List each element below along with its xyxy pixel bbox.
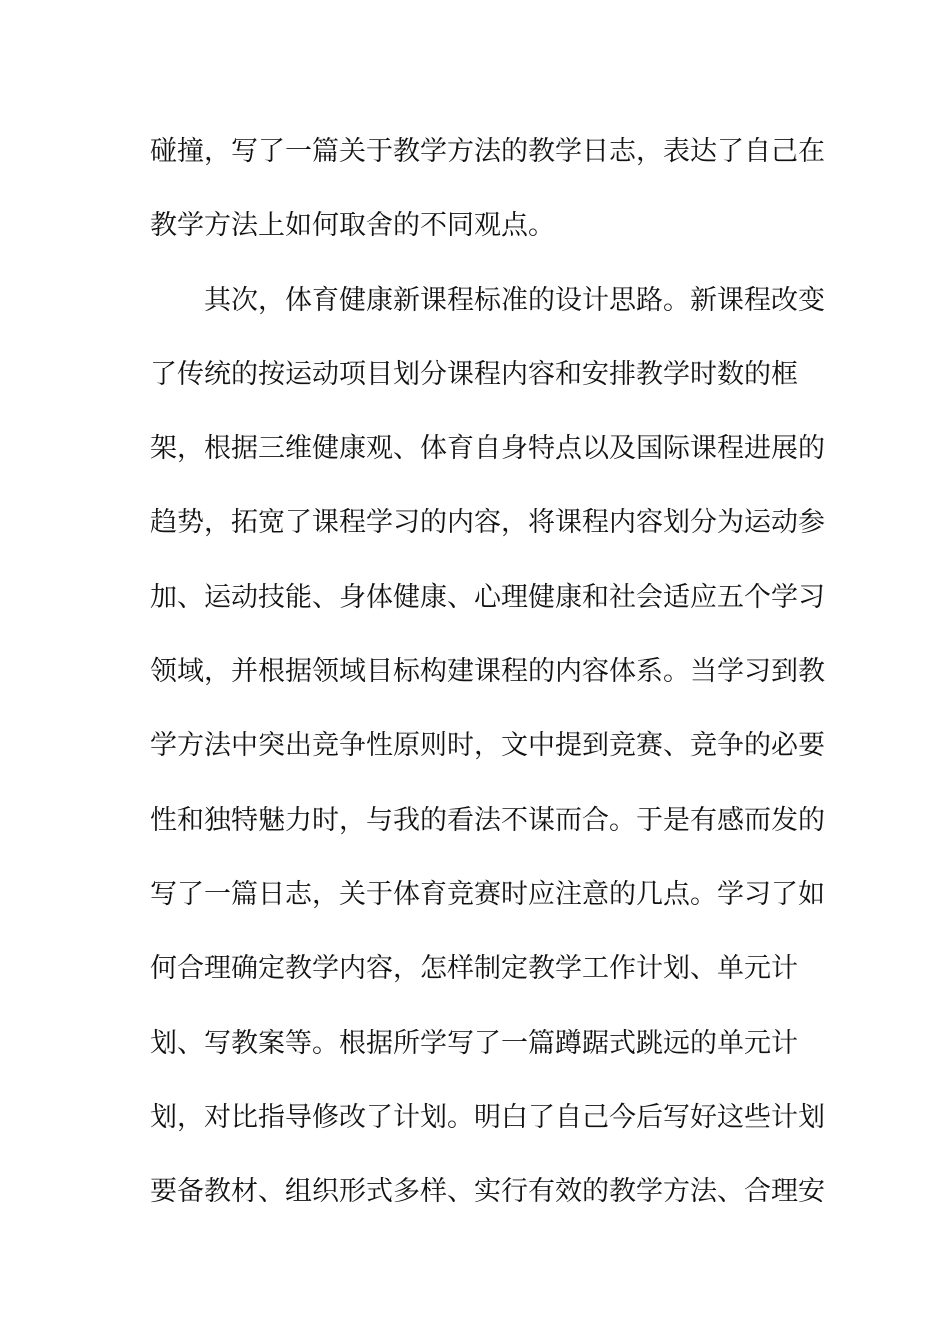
text-line-10: 性和独特魅力时，与我的看法不谋而合。于是有感而发的 xyxy=(150,804,825,836)
text-line-3: 其次，体育健康新课程标准的设计思路。新课程改变 xyxy=(150,284,825,316)
text-line-9: 学方法中突出竞争性原则时，文中提到竞赛、竞争的必要 xyxy=(150,730,825,762)
text-line-7: 加、运动技能、身体健康、心理健康和社会适应五个学习 xyxy=(150,581,825,613)
text-line-5: 架，根据三维健康观、体育自身特点以及国际课程进展的 xyxy=(150,433,825,465)
text-line-15: 要备教材、组织形式多样、实行有效的教学方法、合理安 xyxy=(150,1176,825,1208)
text-line-14: 划，对比指导修改了计划。明白了自己今后写好这些计划 xyxy=(150,1101,825,1133)
text-line-13: 划、写教案等。根据所学写了一篇蹲踞式跳远的单元计 xyxy=(150,1027,798,1059)
text-line-6: 趋势，拓宽了课程学习的内容，将课程内容划分为运动参 xyxy=(150,507,825,539)
text-line-4: 了传统的按运动项目划分课程内容和安排教学时数的框 xyxy=(150,358,798,390)
text-line-11: 写了一篇日志，关于体育竞赛时应注意的几点。学习了如 xyxy=(150,878,825,910)
text-line-2: 教学方法上如何取舍的不同观点。 xyxy=(150,210,555,242)
text-line-12: 何合理确定教学内容，怎样制定教学工作计划、单元计 xyxy=(150,953,798,985)
text-line-1: 碰撞，写了一篇关于教学方法的教学日志，表达了自己在 xyxy=(150,136,825,167)
text-line-8: 领域，并根据领域目标构建课程的内容体系。当学习到教 xyxy=(150,656,825,688)
body-text xyxy=(150,124,825,1238)
